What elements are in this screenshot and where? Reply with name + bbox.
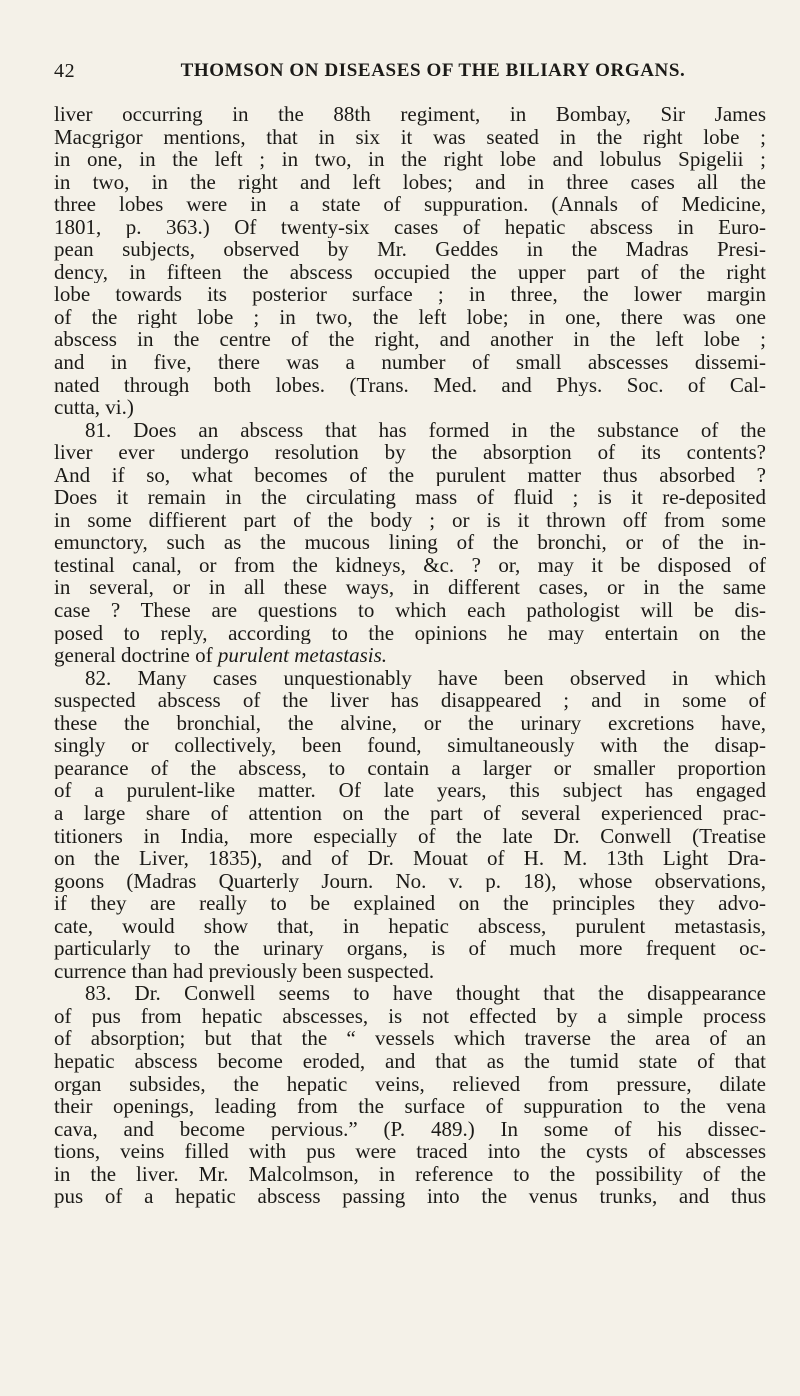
text-line: pean subjects, observed by Mr. Geddes in the Madras Presi- [54, 238, 766, 261]
page-number: 42 [54, 60, 76, 82]
text-line: suspected abscess of the liver has disappeared ; and in some of [54, 689, 766, 712]
paragraph-82-start: 82. Many cases unquestionably have been observed in which [85, 666, 766, 690]
italic-term: purulent metastasis. [217, 644, 388, 667]
text-line: And if so, what becomes of the purulent matter thus absorbed ? [54, 463, 766, 487]
text-line [54, 644, 766, 667]
text-line: and in five, there was a number of small abscesses dissemi- [54, 351, 766, 374]
text-line: 1801, p. 363.) Of twenty-six cases of hepatic abscess in Euro- [54, 215, 766, 239]
text-line: goons (Madras Quarterly Journ. No. v. p. 18), whose observations, [54, 869, 766, 893]
text-line: in some diffierent part of the body ; or is it thrown off from some [54, 508, 766, 532]
text-line: these the bronchial, the alvine, or the urinary excretions have, [54, 711, 766, 735]
body-text [54, 103, 766, 1208]
text-line: liver occurring in the 88th regiment, in Bombay, Sir James [54, 103, 766, 126]
text-line: pus of a hepatic abscess passing into the venus trunks, and thus [54, 1185, 766, 1208]
text-line: particularly to the urinary organs, is of much more frequent oc- [54, 937, 766, 960]
text-line: dency, in fifteen the abscess occupied the upper part of the right [54, 260, 766, 284]
text-line: emunctory, such as the mucous lining of the bronchi, or of the in- [54, 531, 766, 554]
text-line: of the right lobe ; in two, the left lobe; in one, there was one [54, 305, 766, 329]
text-line: cutta, vi.) [54, 396, 134, 419]
paragraph-81-start: 81. Does an abscess that has formed in the substance of the [85, 418, 766, 442]
text-line: currence than had previously been suspected. [54, 959, 435, 983]
text-line: hepatic abscess become eroded, and that as the tumid state of that [54, 1049, 766, 1073]
text-line: in the liver. Mr. Malcolmson, in reference to the possibility of the [54, 1162, 766, 1186]
text-line: testinal canal, or from the kidneys, &c. ? or, may it be disposed of [54, 553, 766, 577]
text-line: cate, would show that, in hepatic abscess, purulent metastasis, [54, 914, 766, 938]
text-line: titioners in India, more especially of the late Dr. Conwell (Treatise [54, 824, 766, 848]
text-line: organ subsides, the hepatic veins, relieved from pressure, dilate [54, 1072, 766, 1096]
text-line: of a purulent-like matter. Of late years, this subject has engaged [54, 779, 766, 802]
text-line: their openings, leading from the surface of suppuration to the vena [54, 1095, 766, 1118]
text-span: general doctrine of [54, 644, 218, 667]
paragraph-83-start: 83. Dr. Conwell seems to have thought that the disappearance [85, 982, 766, 1005]
text-line: nated through both lobes. (Trans. Med. and Phys. Soc. of Cal- [54, 373, 766, 397]
text-line: in one, in the left ; in two, in the right lobe and lobulus Spigelii ; [54, 148, 766, 171]
text-line: tions, veins filled with pus were traced into the cysts of abscesses [54, 1140, 766, 1163]
text-line: singly or collectively, been found, simultaneously with the disap- [54, 734, 766, 757]
text-line: if they are really to be explained on the principles they advo- [54, 892, 766, 915]
text-line: Does it remain in the circulating mass of fluid ; is it re-deposited [54, 486, 766, 509]
text-line: posed to reply, according to the opinions he may entertain on the [54, 621, 766, 645]
text-line: three lobes were in a state of suppuration. (Annals of Medicine, [54, 193, 766, 216]
text-line: in two, in the right and left lobes; and in three cases all the [54, 170, 766, 194]
text-line: abscess in the centre of the right, and another in the left lobe ; [54, 328, 766, 352]
text-line: case ? These are questions to which each pathologist will be dis- [54, 599, 766, 622]
text-line: liver ever undergo resolution by the absorption of its contents? [54, 441, 766, 464]
text-line: lobe towards its posterior surface ; in three, the lower margin [54, 283, 766, 306]
text-line: in several, or in all these ways, in different cases, or in the same [54, 576, 766, 600]
text-line: of pus from hepatic abscesses, is not effected by a simple process [54, 1004, 766, 1028]
running-title: THOMSON ON DISEASES OF THE BILIARY ORGANS. [180, 60, 686, 81]
running-head [54, 60, 766, 90]
text-line: pearance of the abscess, to contain a larger or smaller proportion [54, 756, 766, 780]
text-line: of absorption; but that the “ vessels which traverse the area of an [54, 1027, 766, 1050]
text-line: Macgrigor mentions, that in six it was seated in the right lobe ; [54, 125, 766, 149]
text-line: a large share of attention on the part of several experienced prac- [54, 801, 766, 825]
text-line: cava, and become pervious.” (P. 489.) In some of his dissec- [54, 1117, 766, 1141]
text-line: on the Liver, 1835), and of Dr. Mouat of H. M. 13th Light Dra- [54, 847, 766, 870]
